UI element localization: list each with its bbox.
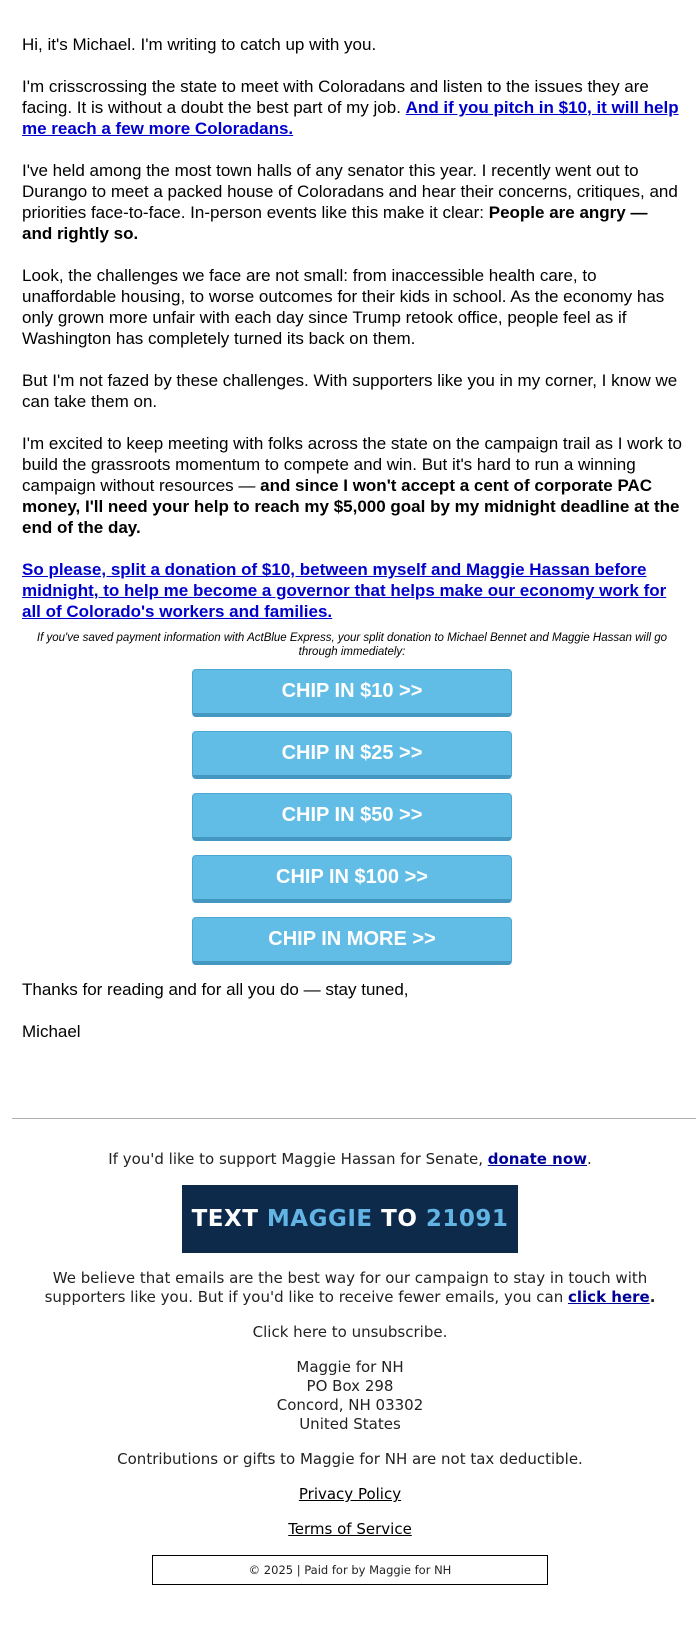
address-line: Concord, NH 03302 xyxy=(276,1396,424,1414)
signature: Michael xyxy=(22,1022,81,1041)
terms-row xyxy=(10,1520,690,1539)
support-end: . xyxy=(587,1150,592,1168)
fewer-emails-text: We believe that emails are the best way for our campaign to stay in touch with supporters like you. But if you'd like to receive fewer emails, you can xyxy=(44,1269,648,1306)
copyright-box: © 2025 | Paid for by Maggie for NH xyxy=(152,1555,548,1585)
chip-in-100-button[interactable]: CHIP IN $100 >> xyxy=(192,855,512,903)
privacy-policy-link[interactable]: Privacy Policy xyxy=(298,1485,402,1503)
chip-in-25-button[interactable]: CHIP IN $25 >> xyxy=(192,731,512,779)
banner-number: 21091 xyxy=(425,1205,509,1232)
support-line xyxy=(10,1150,690,1169)
actblue-express-notice: If you've saved payment information with ActBlue Express, your split donation to Michael Bennet and Maggie Hassan will go through immediately: xyxy=(36,632,668,658)
greeting-paragraph: Hi, it's Michael. I'm writing to catch up with you. xyxy=(22,35,377,54)
terms-of-service-link[interactable]: Terms of Service xyxy=(288,1520,412,1538)
paragraph-not-fazed: But I'm not fazed by these challenges. With supporters like you in my corner, I know we can take them on. xyxy=(22,371,678,411)
fewer-emails-end: . xyxy=(649,1288,656,1306)
donate-now-link[interactable]: donate now xyxy=(487,1150,587,1168)
banner-to-word: TO xyxy=(381,1205,418,1232)
paragraph-text: I'm excited to keep meeting with folks across the state on the campaign trail as I work to build the grassroots momentum to compete and win. But it's hard to run a winning campaign without resources — xyxy=(22,434,682,495)
bold-goal: and since I won't accept a cent of corporate PAC money, I'll need your help to reach my $5,000 goal by my midnight deadline at the end of the day. xyxy=(22,476,680,537)
paragraph-challenges: Look, the challenges we face are not small: from inaccessible health care, to unaffordable housing, to worse outcomes for their kids in school. As the economy has only grown more unfair with each day since Trump retook office, people feel as if Washington has completely turned its back on them. xyxy=(22,266,665,348)
email-body xyxy=(22,34,682,1063)
split-donation-link[interactable]: So please, split a donation of $10, between myself and Maggie Hassan before midnight, to help me become a governor that helps make our economy work for all of Colorado's workers and families. xyxy=(22,560,667,621)
closing-line: Thanks for reading and for all you do — stay tuned, xyxy=(22,980,409,999)
paragraph-crisscrossing xyxy=(22,76,682,139)
text-maggie-banner[interactable] xyxy=(182,1185,518,1253)
fewer-emails-line xyxy=(10,1269,690,1307)
paragraph-split-donation xyxy=(22,559,682,622)
footer-divider xyxy=(12,1118,696,1119)
address-line: United States xyxy=(299,1415,401,1433)
paragraph-text: I'm crisscrossing the state to meet with Coloradans and listen to the issues they are facing. It is without a doubt the best part of my job. xyxy=(22,77,649,117)
bold-statement: People are angry — and rightly so. xyxy=(22,203,648,243)
banner-name: MAGGIE xyxy=(266,1205,373,1232)
address-line: PO Box 298 xyxy=(306,1377,394,1395)
support-text: If you'd like to support Maggie Hassan for Senate, xyxy=(108,1150,488,1168)
paragraph-campaign xyxy=(22,433,682,538)
privacy-policy-row xyxy=(10,1485,690,1504)
footer xyxy=(10,1150,690,1585)
chip-in-10-button[interactable]: CHIP IN $10 >> xyxy=(192,669,512,717)
chip-in-50-button[interactable]: CHIP IN $50 >> xyxy=(192,793,512,841)
banner-text-word: TEXT xyxy=(191,1205,259,1232)
paragraph-text: I've held among the most town halls of any senator this year. I recently went out to Durango to meet a packed house of Coloradans and hear their concerns, critiques, and priorities face-to-face. In-person events like this make it clear: xyxy=(22,161,678,222)
mailing-address xyxy=(10,1358,690,1434)
donation-buttons xyxy=(22,669,682,979)
tax-notice: Contributions or gifts to Maggie for NH are not tax deductible. xyxy=(117,1450,583,1468)
address-line: Maggie for NH xyxy=(296,1358,404,1376)
paragraph-town-halls xyxy=(22,160,682,244)
pitch-in-link[interactable]: And if you pitch in $10, it will help me reach a few more Coloradans. xyxy=(22,98,679,138)
unsubscribe-link[interactable]: Click here to unsubscribe. xyxy=(252,1323,448,1341)
chip-in-more-button[interactable]: CHIP IN MORE >> xyxy=(192,917,512,965)
fewer-emails-link[interactable]: click here xyxy=(568,1288,650,1306)
